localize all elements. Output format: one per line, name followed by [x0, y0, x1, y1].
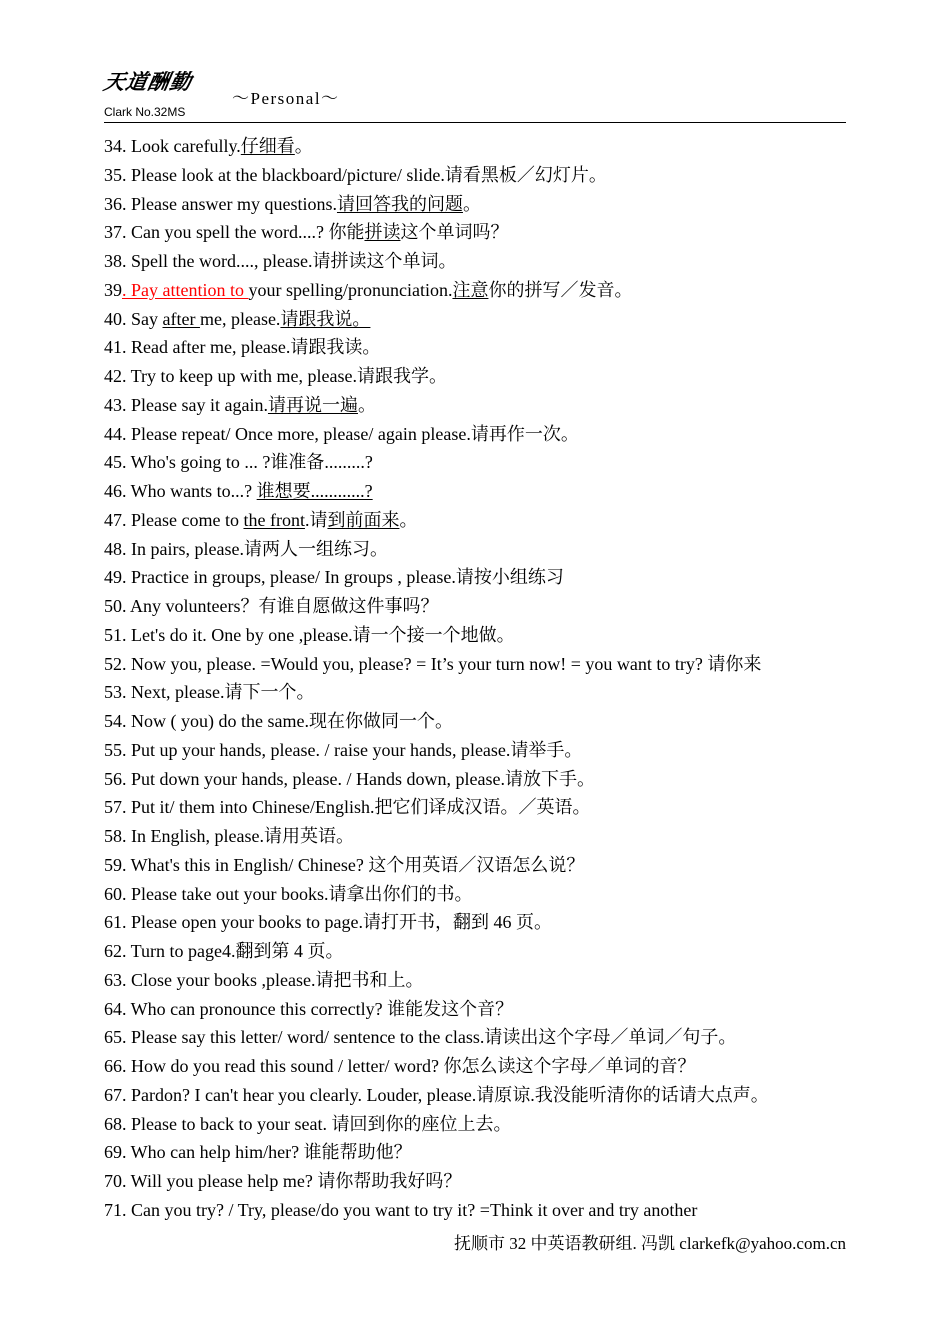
- header-rule: [104, 122, 846, 123]
- phrase-line: [104, 650, 846, 679]
- phrase-segment: 仔细看: [240, 136, 295, 156]
- phrase-segment: 。: [294, 136, 313, 156]
- phrase-line: [104, 362, 846, 391]
- phrase-line: [104, 1167, 846, 1196]
- phrase-segment: 拼读: [364, 222, 401, 243]
- phrase-line: [104, 880, 846, 909]
- phrase-line: [104, 736, 846, 765]
- phrase-segment: 你的拼写／发音。: [488, 279, 633, 300]
- phrase-segment: 。: [357, 394, 376, 415]
- phrase-line: [104, 908, 846, 937]
- phrase-line: [104, 132, 846, 161]
- phrase-segment: 43. Please say it again.: [104, 394, 268, 415]
- phrase-segment: 60. Please take out your books.请拿出你们的书。: [104, 883, 473, 904]
- phrase-line: [104, 995, 846, 1024]
- phrase-segment: 请回答我的问题: [336, 193, 463, 214]
- phrase-segment: 这个单词吗？: [400, 222, 509, 243]
- phrase-segment: .请: [304, 509, 328, 530]
- phrase-segment: 70. Will you please help me? 请你帮助我好吗？: [104, 1171, 462, 1191]
- phrase-segment: 37. Can you spell the word....? 你能: [104, 222, 365, 243]
- phrase-segment: 40. Say: [104, 308, 163, 329]
- phrase-segment: the front: [243, 509, 305, 530]
- phrase-segment: 到前面来: [327, 509, 400, 530]
- phrase-line: [104, 765, 846, 794]
- phrase-line: [104, 535, 846, 564]
- phrase-line: [104, 477, 846, 506]
- phrase-segment: 62. Turn to page4.翻到第 4 页。: [104, 941, 344, 961]
- phrase-segment: 45. Who's going to ... ?谁准备.........?: [104, 452, 373, 473]
- phrase-line: [104, 305, 846, 334]
- phrase-list: [104, 132, 846, 1225]
- phrase-segment: 注意: [452, 279, 489, 300]
- phrase-segment: 47. Please come to: [104, 509, 244, 530]
- phrase-segment: 55. Put up your hands, please. / raise your hands, please.请举手。: [104, 739, 583, 760]
- phrase-line: [104, 1081, 846, 1110]
- page-footer: 抚顺市 32 中英语教研组. 冯凯 clarkefk@yahoo.com.cn: [454, 1234, 846, 1253]
- phrase-line: [104, 420, 846, 449]
- phrase-segment: 38. Spell the word...., please.请拼读这个单词。: [104, 251, 457, 271]
- phrase-segment: 57. Put it/ them into Chinese/English.把它们译成汉语。／英语。: [104, 797, 591, 818]
- phrase-line: [104, 1023, 846, 1052]
- phrase-line: [104, 1052, 846, 1081]
- phrase-segment: 66. How do you read this sound / letter/ word? 你怎么读这个字母／单词的音？: [104, 1056, 696, 1076]
- phrase-segment: 64. Who can pronounce this correctly? 谁能发这个音？: [104, 998, 514, 1019]
- phrase-segment: . Pay attention to: [122, 279, 249, 300]
- phrase-segment: 69. Who can help him/her? 谁能帮助他？: [104, 1142, 412, 1163]
- phrase-line: [104, 851, 846, 880]
- phrase-segment: 51. Let's do it. One by one ,please.请一个接一个地做。: [104, 624, 515, 645]
- page-header: [101, 62, 846, 124]
- phrase-segment: 34. Look carefully.: [104, 136, 241, 156]
- phrase-line: [104, 190, 846, 219]
- phrase-segment: me, please.: [199, 308, 281, 329]
- phrase-line: [104, 391, 846, 420]
- phrase-line: [104, 1138, 846, 1167]
- phrase-line: [104, 793, 846, 822]
- phrase-segment: 68. Please to back to your seat. 请回到你的座位上去。: [104, 1113, 512, 1134]
- phrase-segment: 56. Put down your hands, please. / Hands down, please.请放下手。: [104, 768, 595, 789]
- phrase-line: [104, 247, 846, 276]
- phrase-segment: 49. Practice in groups, please/ In groups , please.请按小组练习: [104, 567, 564, 588]
- phrase-segment: 39: [104, 279, 122, 300]
- phrase-line: [104, 1110, 846, 1139]
- phrase-line: [104, 966, 846, 995]
- phrase-segment: 52. Now you, please. =Would you, please? = It’s your turn now! = you want to try? 请你来: [104, 653, 762, 674]
- phrase-line: [104, 592, 846, 621]
- phrase-segment: 36. Please answer my questions.: [104, 193, 337, 214]
- phrase-line: [104, 1196, 846, 1225]
- phrase-segment: 54. Now ( you) do the same.现在你做同一个。: [104, 711, 453, 731]
- phrase-line: [104, 678, 846, 707]
- phrase-segment: 46. Who wants to...?: [104, 481, 257, 501]
- phrase-segment: 35. Please look at the blackboard/picture/ slide.请看黑板／幻灯片。: [104, 164, 607, 185]
- phrase-line: [104, 333, 846, 362]
- phrase-segment: 44. Please repeat/ Once more, please/ again please.请再作一次。: [104, 423, 579, 444]
- phrase-segment: 。: [399, 509, 418, 530]
- phrase-segment: 。: [462, 193, 481, 214]
- phrase-line: [104, 448, 846, 477]
- phrase-line: [104, 161, 846, 190]
- header-title: ～Personal～: [232, 89, 340, 108]
- phrase-segment: 53. Next, please.请下一个。: [104, 682, 315, 703]
- phrase-line: [104, 707, 846, 736]
- phrase-segment: 42. Try to keep up with me, please.请跟我学。: [104, 366, 447, 386]
- phrase-segment: 71. Can you try? / Try, please/do you want to try it? =Think it over and try another: [104, 1199, 698, 1220]
- phrase-segment: 48. In pairs, please.请两人一组练习。: [104, 538, 388, 559]
- calligraphy-logo: 天道酬勤: [101, 69, 195, 94]
- phrase-segment: 61. Please open your books to page.请打开书，翻到 46 页。: [104, 912, 552, 933]
- header-subtitle: Clark No.32MS: [104, 105, 186, 119]
- phrase-segment: 41. Read after me, please.请跟我读。: [104, 337, 381, 358]
- phrase-line: [104, 621, 846, 650]
- phrase-line: [104, 506, 846, 535]
- phrase-line: [104, 218, 846, 247]
- phrase-line: [104, 276, 846, 305]
- phrase-line: [104, 937, 846, 966]
- phrase-segment: 59. What's this in English/ Chinese? 这个用英语／汉语怎么说？: [104, 854, 585, 875]
- phrase-segment: your spelling/pronunciation.: [248, 279, 453, 300]
- phrase-segment: 50. Any volunteers？有谁自愿做这件事吗？: [104, 596, 439, 616]
- phrase-segment: 58. In English, please.请用英语。: [104, 826, 354, 846]
- phrase-segment: 请再说一遍: [267, 394, 358, 415]
- phrase-segment: after: [162, 308, 200, 329]
- phrase-segment: 63. Close your books ,please.请把书和上。: [104, 969, 424, 990]
- phrase-segment: 谁想要............?: [256, 481, 373, 501]
- phrase-segment: 67. Pardon? I can't hear you clearly. Louder, please.请原谅.我没能听清你的话请大点声。: [104, 1084, 769, 1105]
- phrase-line: [104, 822, 846, 851]
- phrase-segment: 请跟我说。: [280, 308, 371, 329]
- phrase-line: [104, 563, 846, 592]
- phrase-segment: 65. Please say this letter/ word/ sentence to the class.请读出这个字母／单词／句子。: [104, 1027, 737, 1048]
